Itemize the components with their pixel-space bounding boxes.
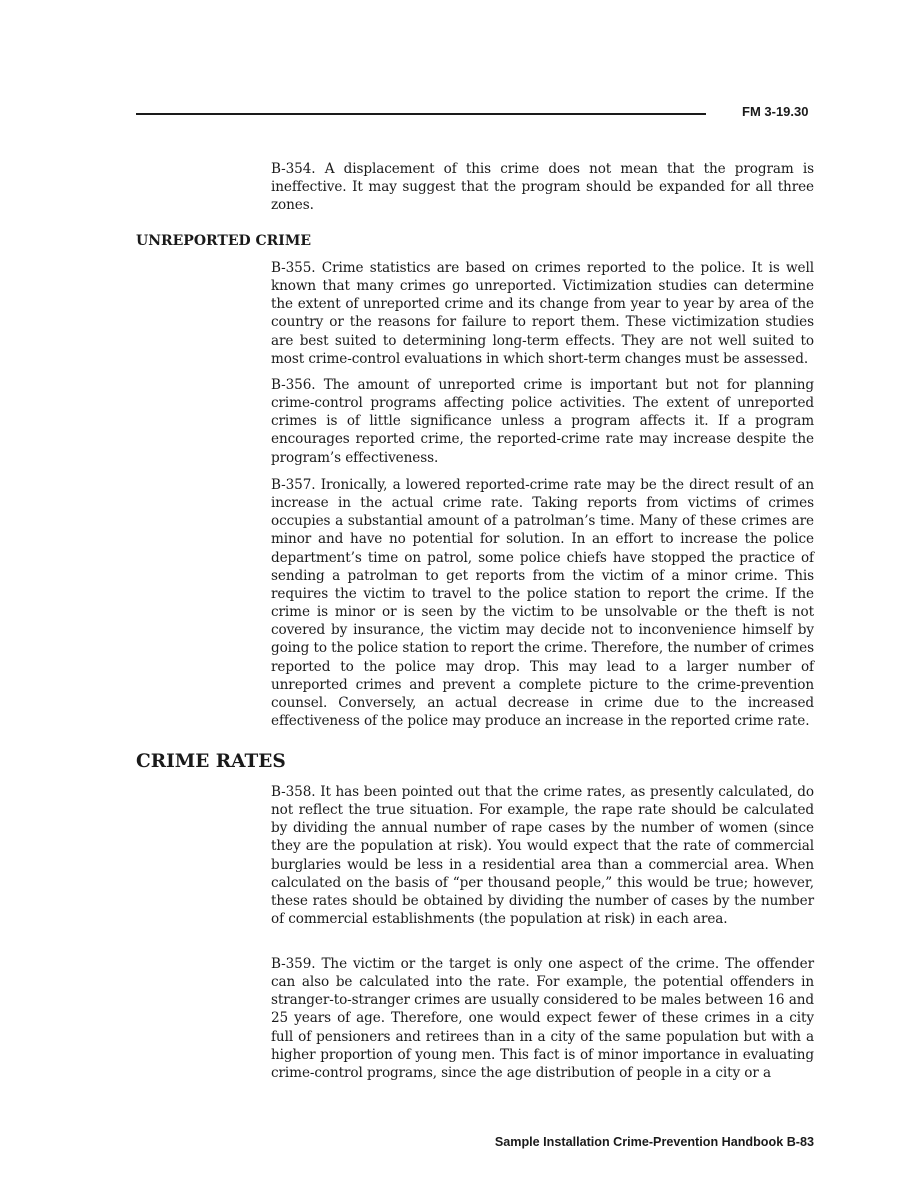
footer-title: Sample Installation Crime-Prevention Handbook B-83 [494, 1135, 814, 1149]
paragraph-b-358: B-358. It has been pointed out that the crime rates, as presently calculated, do not reflect the true situation. For example, the rape rate should be calculated by dividing the annual number of rape cases by the number of women (since they are the population at risk). You would expect that the rate of commercial burglaries would be less in a residential area than a commercial area. When calculated on the basis of “per thousand people,” this would be true; however, these rates should be obtained by dividing the number of cases by the number of commercial establishments (the population at risk) in each area. [271, 784, 814, 928]
paragraph-b-354: B-354. A displacement of this crime does not mean that the program is ineffective. It may suggest that the program should be expanded for all three zones. [271, 161, 814, 214]
section-heading-unreported-crime: UNREPORTED CRIME [136, 233, 312, 249]
header-rule [136, 113, 706, 115]
document-id: FM 3-19.30 [742, 104, 809, 119]
paragraph-b-355: B-355. Crime statistics are based on crimes reported to the police. It is well known that many crimes go unreported. Victimization studies can determine the extent of unreported crime and its change from year to year by area of the country or the reasons for failure to report them. These victimization studies are best suited to determining long-term effects. They are not well suited to most crime-control evaluations in which short-term changes must be assessed. [271, 260, 814, 367]
paragraph-b-356: B-356. The amount of unreported crime is important but not for planning crime-control programs affecting police activities. The extent of unreported crimes is of little significance unless a program affects it. If a program encourages reported crime, the reported-crime rate may increase despite the program’s effectiveness. [271, 377, 814, 466]
paragraph-b-359: B-359. The victim or the target is only one aspect of the crime. The offender can also be calculated into the rate. For example, the potential offenders in stranger-to-stranger crimes are usually considered to be males between 16 and 25 years of age. Therefore, one would expect fewer of these crimes in a city full of pensioners and retirees than in a city of the same population but with a higher proportion of young men. This fact is of minor importance in evaluating crime-control programs, since the age distribution of people in a city or a [271, 956, 814, 1081]
paragraph-b-357: B-357. Ironically, a lowered reported-crime rate may be the direct result of an increase in the actual crime rate. Taking reports from victims of crimes occupies a substantial amount of a patrolman’s time. Many of these crimes are minor and have no potential for solution. In an effort to increase the police department’s time on patrol, some police chiefs have stopped the practice of sending a patrolman to get reports from the victim of a minor crime. This requires the victim to travel to the police station to report the crime. If the crime is minor or is seen by the victim to be unsolvable or the theft is not covered by insurance, the victim may decide not to inconvenience himself by going to the police station to report the crime. Therefore, the number of crimes reported to the police may drop. This may lead to a larger number of unreported crimes and prevent a complete picture to the crime-prevention counsel. Conversely, an actual decrease in crime due to the increased effectiveness of the police may produce an increase in the reported crime rate. [271, 477, 814, 730]
section-heading-crime-rates: CRIME RATES [136, 751, 286, 772]
